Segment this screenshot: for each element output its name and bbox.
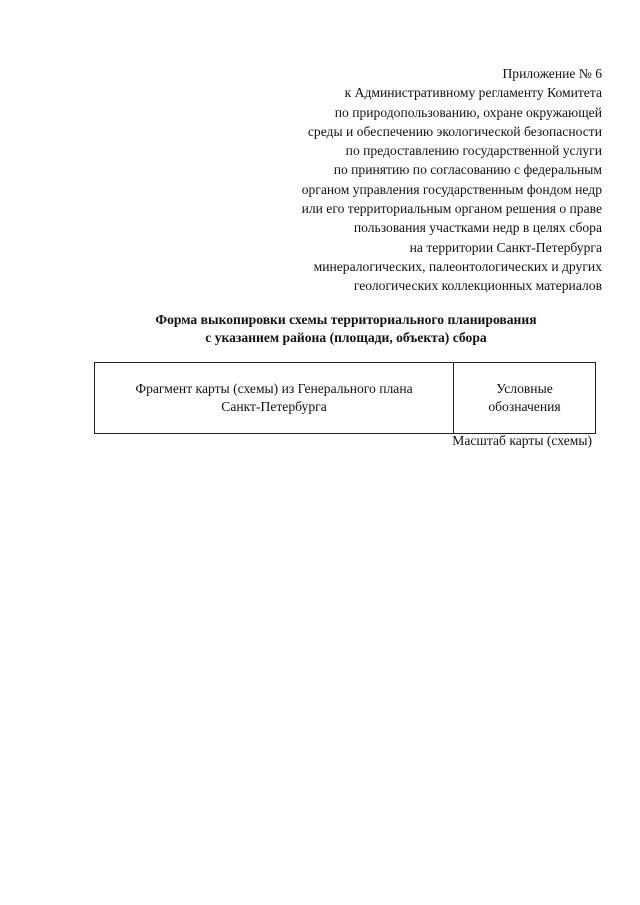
scheme-table — [94, 362, 596, 434]
form-title-line-1: Форма выкопировки схемы территориального планирования — [155, 312, 537, 327]
appendix-line: геологических коллекционных материалов — [353, 278, 602, 294]
appendix-line: среды и обеспечению экологической безопасности — [307, 123, 602, 139]
appendix-number: Приложение № 6 — [502, 66, 602, 81]
appendix-line: по предоставлению государственной услуги — [345, 143, 602, 159]
appendix-line: по природопользованию, охране окружающей — [334, 104, 602, 120]
form-title-line-2: с указанием района (площади, объекта) сбора — [205, 330, 487, 345]
appendix-line: по принятию по согласованию с федеральным — [333, 162, 602, 178]
appendix-line: пользования участками недр в целях сбора — [353, 220, 602, 236]
table-row — [95, 363, 596, 434]
map-scale-note: Масштаб карты (схемы) — [452, 433, 592, 448]
appendix-line: органом управления государственным фондом недр — [301, 181, 602, 197]
appendix-line: на территории Санкт-Петербурга — [409, 239, 602, 255]
appendix-header — [222, 64, 602, 296]
map-fragment-label-line-1: Фрагмент карты (схемы) из Генерального плана — [135, 381, 413, 396]
appendix-line: минералогических, палеонтологических и других — [313, 258, 602, 274]
appendix-line: к Административному регламенту Комитета — [344, 85, 602, 101]
map-fragment-label-line-2: Санкт-Петербурга — [221, 399, 327, 414]
legend-label-line-1: Условные — [496, 381, 553, 396]
appendix-line: или его территориальным органом решения о праве — [301, 201, 602, 217]
legend-label-line-2: обозначения — [488, 399, 561, 414]
map-fragment-cell — [95, 363, 454, 434]
legend-cell — [454, 363, 596, 434]
form-title — [0, 311, 640, 347]
